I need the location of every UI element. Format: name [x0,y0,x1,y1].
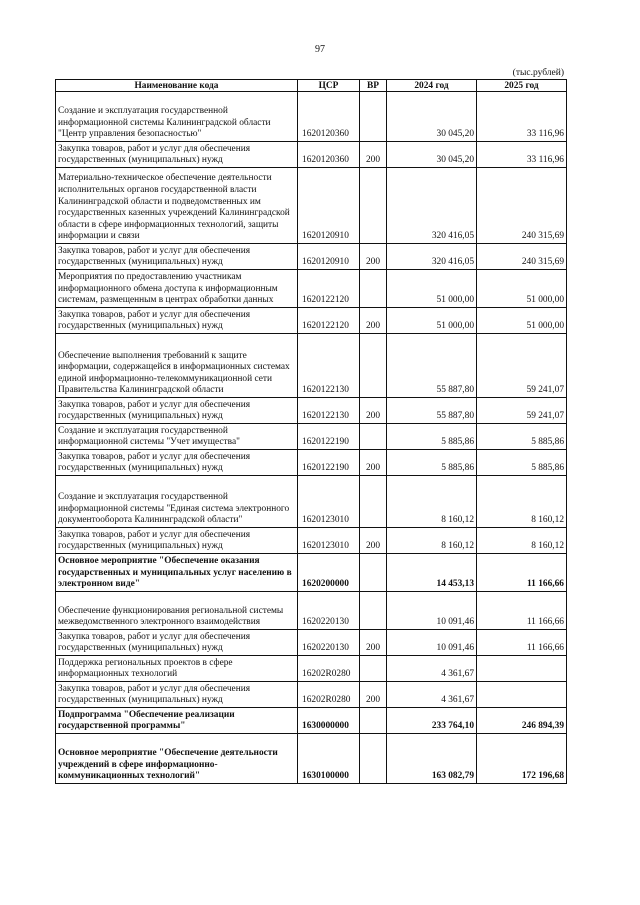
table-row [56,244,567,270]
page-number: 97 [315,44,325,55]
cell-2024: 4 361,67 [387,656,477,682]
cell-csr: 1620122120 [298,270,360,308]
cell-2024: 5 885,86 [387,424,477,450]
cell-2025 [477,682,567,708]
cell-2024: 320 416,05 [387,168,477,244]
cell-2025: 33 116,96 [477,92,567,142]
cell-2025: 5 885,86 [477,450,567,476]
cell-csr: 1620120910 [298,244,360,270]
cell-2025 [477,656,567,682]
cell-csr: 1620122120 [298,308,360,334]
table-row [56,308,567,334]
cell-2024: 5 885,86 [387,450,477,476]
cell-csr: 16202R0280 [298,682,360,708]
cell-2024: 30 045,20 [387,142,477,168]
table-row [56,528,567,554]
cell-csr: 1620200000 [298,554,360,592]
cell-csr: 1620220130 [298,592,360,630]
cell-2025: 11 166,66 [477,630,567,656]
cell-csr: 1620120360 [298,92,360,142]
cell-2025: 59 241,07 [477,334,567,398]
table-row [56,682,567,708]
cell-name: Закупка товаров, работ и услуг для обеспечения государственных (муниципальных) нужд [56,682,298,708]
cell-vr: 200 [360,398,387,424]
cell-vr [360,734,387,784]
cell-name: Закупка товаров, работ и услуг для обеспечения государственных (муниципальных) нужд [56,308,298,334]
cell-2025: 51 000,00 [477,270,567,308]
table-row [56,592,567,630]
cell-2024: 10 091,46 [387,592,477,630]
column-header-2024: 2024 год [387,80,477,92]
table-row [56,398,567,424]
cell-name: Создание и эксплуатация государственной информационной системы "Учет имущества" [56,424,298,450]
cell-csr: 1630000000 [298,708,360,734]
cell-vr [360,168,387,244]
cell-vr [360,92,387,142]
cell-vr [360,554,387,592]
cell-vr [360,334,387,398]
cell-2025: 240 315,69 [477,244,567,270]
table-row [56,656,567,682]
column-header-2025: 2025 год [477,80,567,92]
cell-2025: 8 160,12 [477,528,567,554]
cell-2025: 5 885,86 [477,424,567,450]
cell-name: Подпрограмма "Обеспечение реализации государственной программы" [56,708,298,734]
cell-vr: 200 [360,630,387,656]
cell-2024: 8 160,12 [387,476,477,528]
column-header-csr: ЦСР [298,80,360,92]
cell-2024: 55 887,80 [387,334,477,398]
cell-2024: 30 045,20 [387,92,477,142]
cell-csr: 1620123010 [298,476,360,528]
cell-name: Закупка товаров, работ и услуг для обеспечения государственных (муниципальных) нужд [56,244,298,270]
cell-csr: 1620220130 [298,630,360,656]
table-row [56,734,567,784]
budget-table [55,79,567,784]
cell-name: Основное мероприятие "Обеспечение оказания государственных и муниципальных услуг населению в электронном виде" [56,554,298,592]
cell-csr: 1620122130 [298,334,360,398]
cell-2024: 14 453,13 [387,554,477,592]
table-row [56,708,567,734]
cell-vr [360,592,387,630]
cell-csr: 16202R0280 [298,656,360,682]
cell-2024: 163 082,79 [387,734,477,784]
cell-name: Обеспечение функционирования региональной системы межведомственного электронного взаимодействия [56,592,298,630]
cell-vr: 200 [360,682,387,708]
cell-vr [360,708,387,734]
cell-2025: 33 116,96 [477,142,567,168]
cell-vr [360,424,387,450]
cell-csr: 1630100000 [298,734,360,784]
cell-csr: 1620120360 [298,142,360,168]
cell-2025: 246 894,39 [477,708,567,734]
units-label: (тыс.рублей) [512,68,564,78]
cell-name: Закупка товаров, работ и услуг для обеспечения государственных (муниципальных) нужд [56,528,298,554]
column-header-vr: ВР [360,80,387,92]
table-row [56,630,567,656]
cell-vr: 200 [360,450,387,476]
cell-vr: 200 [360,244,387,270]
column-header-name: Наименование кода [56,80,298,92]
table-row [56,168,567,244]
table-body [56,92,567,784]
table-row [56,334,567,398]
cell-2024: 8 160,12 [387,528,477,554]
cell-name: Закупка товаров, работ и услуг для обеспечения государственных (муниципальных) нужд [56,630,298,656]
table-row [56,142,567,168]
table-row [56,554,567,592]
cell-csr: 1620122190 [298,424,360,450]
cell-2025: 172 196,68 [477,734,567,784]
cell-2024: 10 091,46 [387,630,477,656]
table-row [56,424,567,450]
table-header-row [56,80,567,92]
cell-name: Основное мероприятие "Обеспечение деятельности учреждений в сфере информационно-коммуникационных технологий" [56,734,298,784]
cell-2025: 240 315,69 [477,168,567,244]
cell-csr: 1620123010 [298,528,360,554]
cell-vr: 200 [360,528,387,554]
cell-vr [360,270,387,308]
cell-name: Закупка товаров, работ и услуг для обеспечения государственных (муниципальных) нужд [56,398,298,424]
cell-2025: 11 166,66 [477,592,567,630]
cell-2024: 55 887,80 [387,398,477,424]
cell-csr: 1620122190 [298,450,360,476]
table-row [56,476,567,528]
cell-2025: 8 160,12 [477,476,567,528]
cell-name: Создание и эксплуатация государственной информационной системы "Единая система электронного документооборота Калининградской области" [56,476,298,528]
cell-2024: 320 416,05 [387,244,477,270]
cell-vr: 200 [360,142,387,168]
cell-2024: 51 000,00 [387,270,477,308]
cell-name: Закупка товаров, работ и услуг для обеспечения государственных (муниципальных) нужд [56,450,298,476]
cell-name: Поддержка региональных проектов в сфере информационных технологий [56,656,298,682]
cell-2024: 233 764,10 [387,708,477,734]
table-row [56,450,567,476]
table-row [56,92,567,142]
cell-2025: 11 166,66 [477,554,567,592]
cell-csr: 1620120910 [298,168,360,244]
cell-2025: 59 241,07 [477,398,567,424]
cell-vr [360,656,387,682]
cell-name: Создание и эксплуатация государственной информационной системы Калининградской области "Центр управления безопасностью" [56,92,298,142]
cell-2024: 4 361,67 [387,682,477,708]
cell-name: Обеспечение выполнения требований к защите информации, содержащейся в информационных системах единой информационно-телекоммуникационной сети Правительства Калининградской области [56,334,298,398]
cell-2025: 51 000,00 [477,308,567,334]
cell-vr: 200 [360,308,387,334]
cell-csr: 1620122130 [298,398,360,424]
cell-2024: 51 000,00 [387,308,477,334]
cell-name: Материально-техническое обеспечение деятельности исполнительных органов государственной власти Калининградской области и подведомственных им государственных казенных учреждений Калининградской области в сфере информационных технологий, защиты информации и связи [56,168,298,244]
cell-name: Закупка товаров, работ и услуг для обеспечения государственных (муниципальных) нужд [56,142,298,168]
table-row [56,270,567,308]
cell-name: Мероприятия по предоставлению участникам информационного обмена доступа к информационным системам, размещенным в центрах обработки данных [56,270,298,308]
cell-vr [360,476,387,528]
